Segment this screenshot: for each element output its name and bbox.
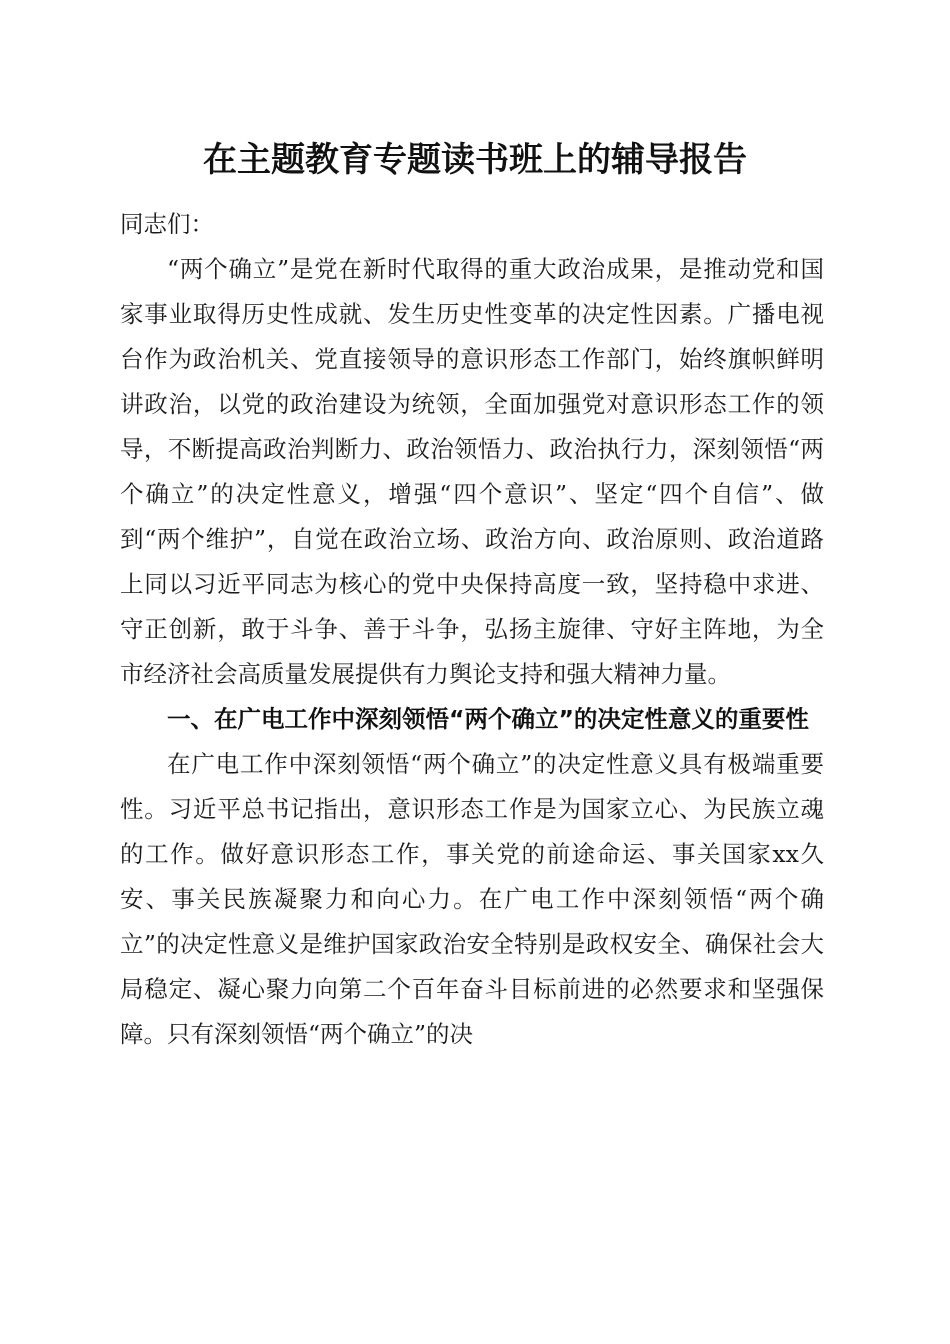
document-title: 在主题教育专题读书班上的辅导报告 (203, 140, 747, 180)
intro-paragraph: “两个确立”是党在新时代取得的重大政治成果，是推动党和国家事业取得历史性成就、发生历史性变革的决定性因素。广播电视台作为政治机关、党直接领导的意识形态工作部门，始终旗帜鲜明讲政治，以党的政治建设为统领，全面加强党对意识形态工作的领导，不断提高政治判断力、政治领悟力、政治执行力，深刻领悟“两个确立”的决定性意义，增强“四个意识”、坚定“四个自信”、做到“两个维护”，自觉在政治立场、政治方向、政治原则、政治道路上同以习近平同志为核心的党中央保持高度一致，坚持稳中求进、守正创新，敢于斗争、善于斗争，弘扬主旋律、守好主阵地，为全市经济社会高质量发展提供有力舆论支持和强大精神力量。 (120, 255, 824, 688)
section-heading-1: 一、在广电工作中深刻领悟“两个确立”的决定性意义的重要性 (167, 705, 809, 733)
document-body (120, 202, 824, 1057)
salutation: 同志们： (120, 210, 214, 238)
section-1-paragraph: 在广电工作中深刻领悟“两个确立”的决定性意义具有极端重要性。习近平总书记指出，意识形态工作是为国家立心、为民族立魂的工作。做好意识形态工作，事关党的前途命运、事关国家xx久安、事关民族凝聚力和向心力。在广电工作中深刻领悟“两个确立”的决定性意义是维护国家政治安全特别是政权安全、确保社会大局稳定、凝心聚力向第二个百年奋斗目标前进的必然要求和坚强保障。只有深刻领悟“两个确立”的决 (120, 750, 824, 1048)
